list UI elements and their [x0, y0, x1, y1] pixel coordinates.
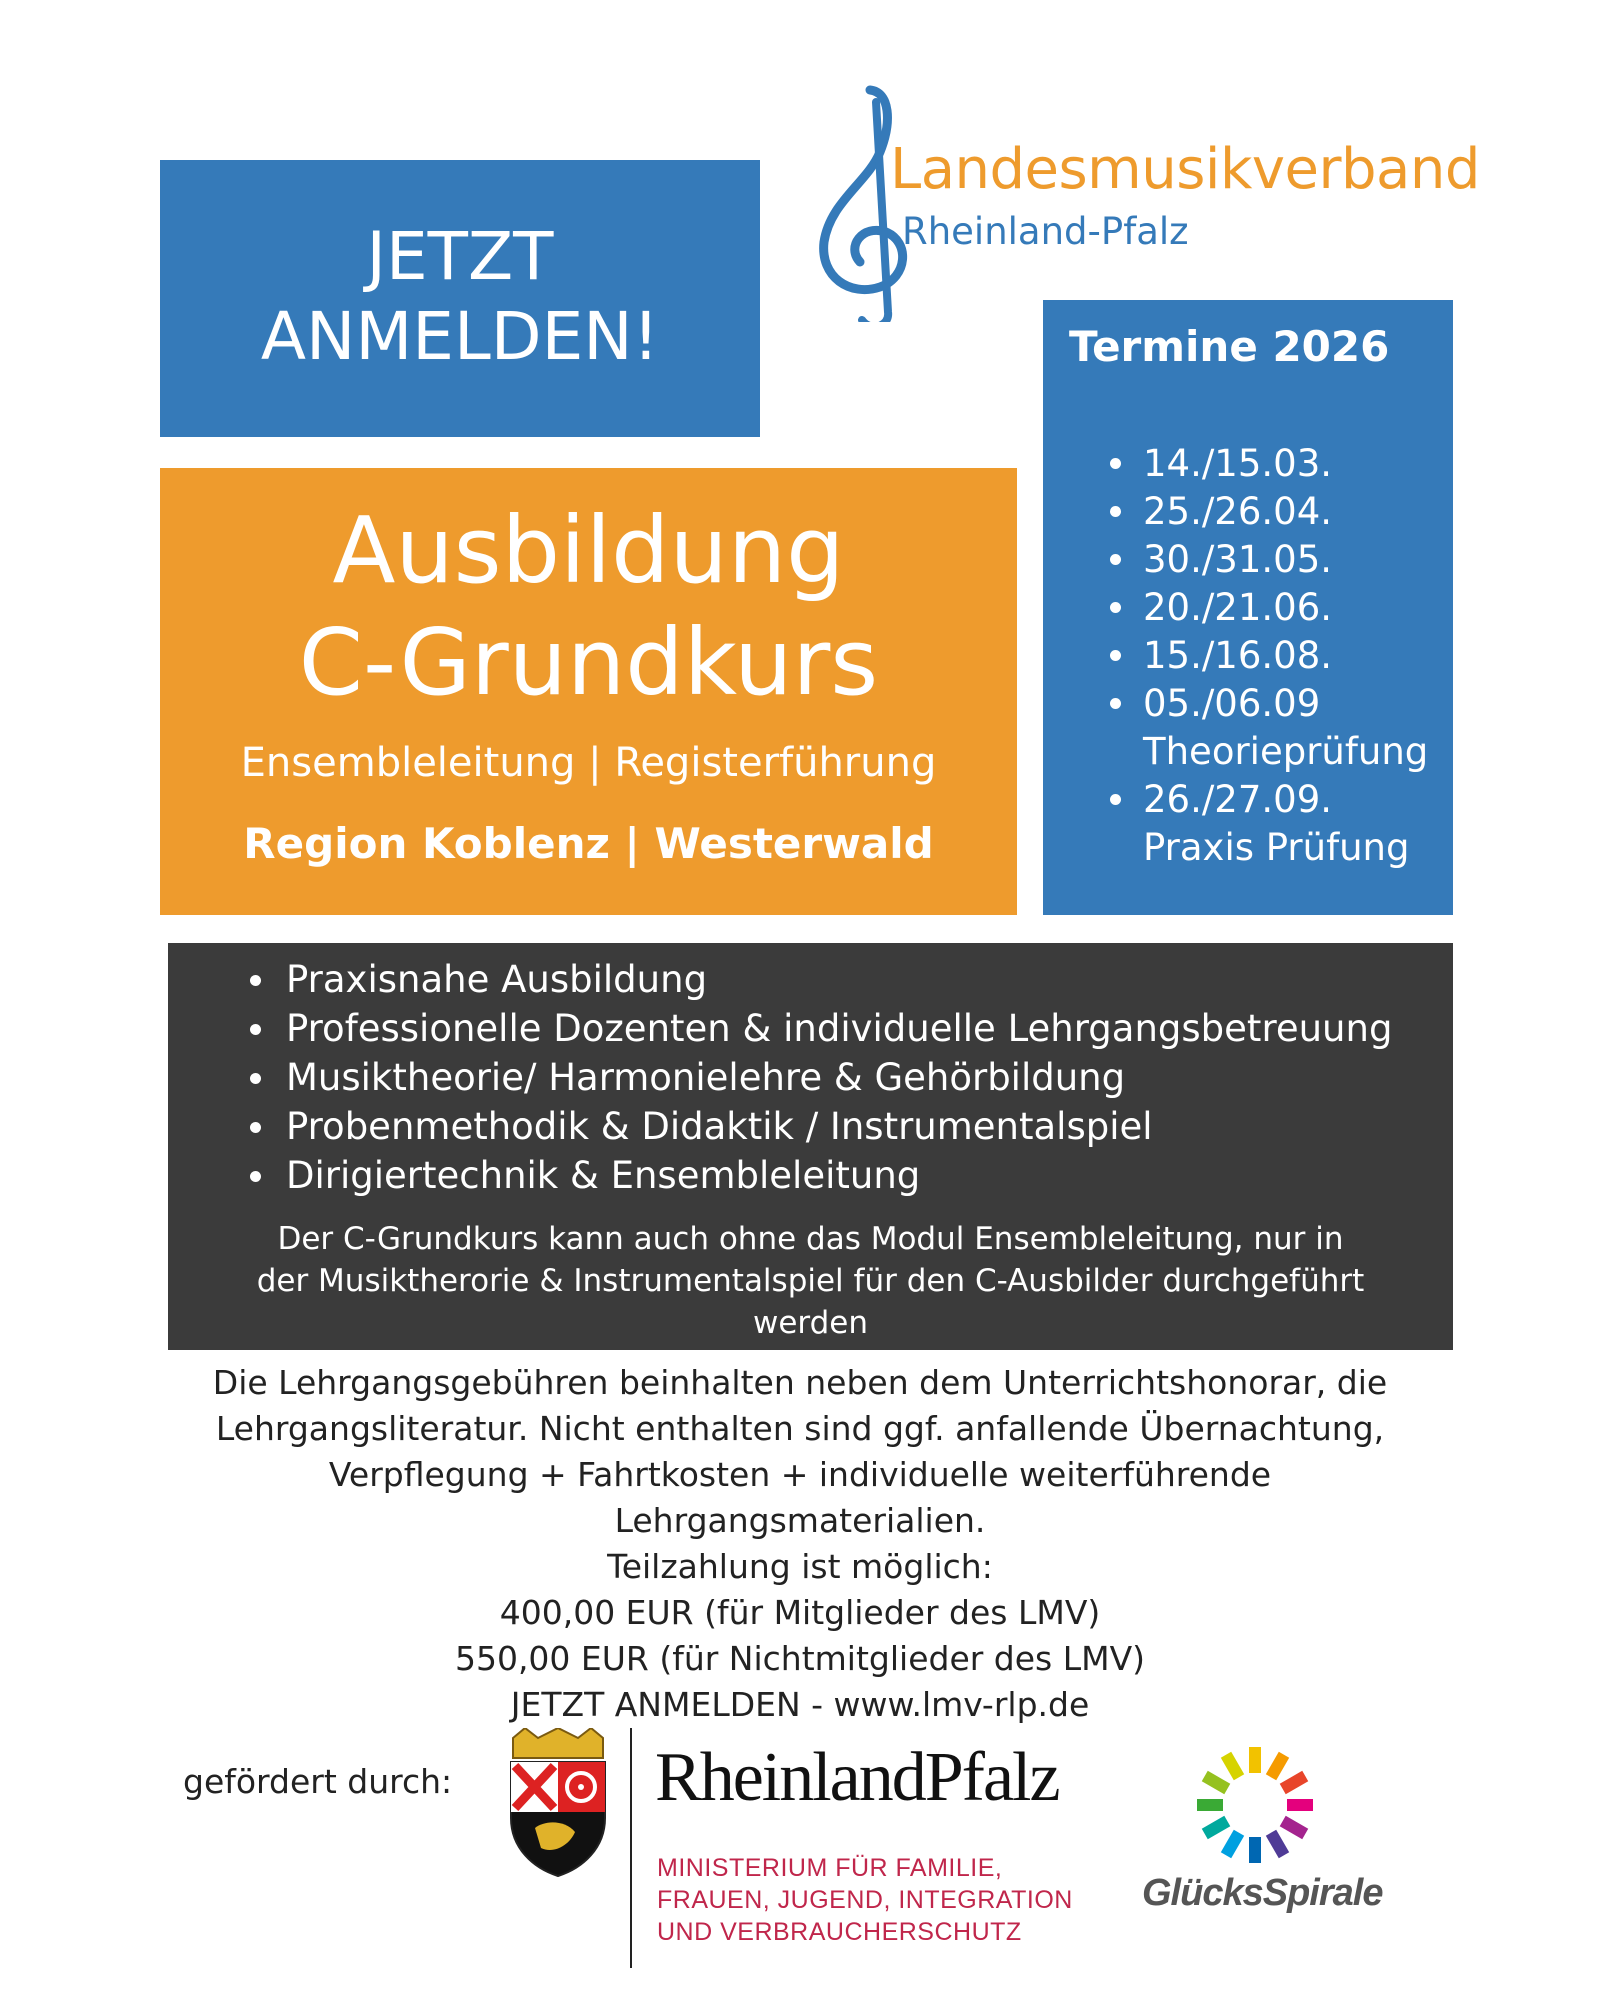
- gluecksspirale-wordmark: GlücksSpirale: [1142, 1872, 1383, 1914]
- date-note: Praxis Prüfung: [1143, 826, 1410, 869]
- date-item: 25./26.04.: [1105, 488, 1445, 536]
- sponsor-label: gefördert durch:: [183, 1762, 453, 1801]
- list-item: Dirigiertechnik & Ensembleleitung: [230, 1151, 1392, 1200]
- cta-box: [160, 160, 760, 437]
- gluecksspirale-spiral-icon: [1170, 1735, 1340, 1875]
- dates-list: [1105, 440, 1445, 872]
- list-item: Probenmethodik & Didaktik / Instrumentalspiel: [230, 1102, 1392, 1151]
- pricing-installment: Teilzahlung ist möglich:: [607, 1547, 993, 1586]
- features-list: [230, 955, 1392, 1200]
- date-item: 15./16.08.: [1105, 632, 1445, 680]
- pricing-non-members: 550,00 EUR (für Nichtmitglieder des LMV): [454, 1639, 1146, 1678]
- pricing-members: 400,00 EUR (für Mitglieder des LMV): [499, 1593, 1101, 1632]
- course-box: [160, 468, 1017, 915]
- course-title-line1: Ausbildung: [332, 497, 845, 604]
- list-item: Professionelle Dozenten & individuelle Lehrgangsbetreuung: [230, 1004, 1392, 1053]
- date-note: Theorieprüfung: [1143, 730, 1429, 773]
- ministry-text: MINISTERIUM FÜR FAMILIE, FRAUEN, JUGEND, INTEGRATION UND VERBRAUCHERSCHUTZ: [657, 1854, 1073, 1946]
- dates-title: Termine 2026: [1069, 322, 1390, 371]
- list-item: Musiktheorie/ Harmonielehre & Gehörbildung: [230, 1053, 1392, 1102]
- cta-line1: JETZT: [366, 218, 554, 295]
- rlp-coat-of-arms-icon: [505, 1728, 611, 1878]
- rlp-wordmark: RheinlandPfalz: [655, 1739, 1059, 1816]
- dates-box: [1043, 300, 1453, 915]
- treble-clef-icon: [810, 82, 920, 322]
- sponsor-divider: [630, 1728, 632, 1968]
- features-note: Der C-Grundkurs kann auch ohne das Modul Ensembleleitung, nur in der Musiktherorie & Instrumentalspiel für den C-Ausbilder durchgeführt werden: [256, 1221, 1365, 1341]
- logo-line1: Landesmusikverband: [890, 137, 1480, 202]
- list-item: Praxisnahe Ausbildung: [230, 955, 1392, 1004]
- date-item: 30./31.05.: [1105, 536, 1445, 584]
- fees-text: Die Lehrgangsgebühren beinhalten neben dem Unterrichtshonorar, die Lehrgangsliteratur. Nicht enthalten sind ggf. anfallende Übernachtung, Verpflegung + Fahrtkosten + individuelle weiterführende Lehrgangsmaterialien.: [212, 1363, 1388, 1540]
- date-item: 26./27.09. Praxis Prüfung: [1105, 776, 1445, 872]
- features-box: [168, 943, 1453, 1350]
- course-subtitle: Ensembleleitung | Registerführung: [240, 740, 937, 786]
- cta-line2: ANMELDEN!: [260, 298, 660, 375]
- pricing-block: [300, 1544, 1300, 1728]
- date-item: 05./06.09 Theorieprüfung: [1105, 680, 1445, 776]
- logo-line2: Rheinland-Pfalz: [902, 210, 1189, 253]
- date-item: 20./21.06.: [1105, 584, 1445, 632]
- register-link[interactable]: JETZT ANMELDEN - www.lmv-rlp.de: [510, 1685, 1090, 1724]
- course-title-line2: C-Grundkurs: [298, 609, 879, 716]
- lmv-logo: [810, 82, 1510, 322]
- course-region: Region Koblenz | Westerwald: [243, 819, 934, 868]
- date-item: 14./15.03.: [1105, 440, 1445, 488]
